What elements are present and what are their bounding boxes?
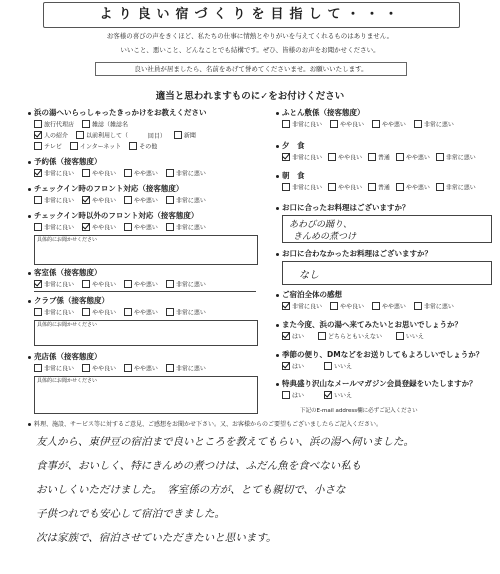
trigger-options-row-3: テレビ インターネット その他 bbox=[34, 143, 163, 152]
checkbox[interactable] bbox=[396, 183, 404, 191]
question-front-other: チェックイン時以外のフロント対応（接客態度） bbox=[28, 211, 198, 221]
question-shop-staff: 売店係（接客態度） bbox=[28, 352, 102, 362]
question-checkin: チェックイン時のフロント対応（接客態度） bbox=[28, 184, 183, 194]
bullet-icon bbox=[28, 300, 31, 303]
checkbox-checked[interactable] bbox=[282, 362, 290, 370]
bullet-icon bbox=[28, 356, 31, 359]
checkbox[interactable] bbox=[124, 169, 132, 177]
checkbox[interactable] bbox=[282, 391, 290, 399]
shop-staff-comment-box[interactable]: 具体的にお聞かせください bbox=[34, 376, 258, 414]
checkbox[interactable] bbox=[34, 364, 42, 372]
checkbox[interactable] bbox=[76, 131, 84, 139]
comment-line-1: 友人から、東伊豆の宿泊まで良いところを教えてもらい、浜の湯へ伺いました。 bbox=[36, 436, 414, 448]
checkbox[interactable] bbox=[318, 332, 326, 340]
bullet-icon bbox=[28, 188, 31, 191]
comment-line-3: おいしくいただけました。 客室係の方が、とても親切で、小さな bbox=[36, 484, 346, 496]
bullet-icon bbox=[276, 253, 279, 256]
question-return: また今度、浜の湯へ来てみたいとお思いでしょうか？ bbox=[276, 320, 462, 330]
bullet-icon bbox=[28, 161, 31, 164]
question-trigger: 浜の湯へいらっしゃったきっかけをお教えください bbox=[28, 108, 207, 118]
checkbox-checked[interactable] bbox=[34, 169, 42, 177]
liked-dish-answer-box[interactable]: あわびの踊り、 きんめの煮つけ bbox=[282, 215, 492, 243]
question-liked-dish: お口に合ったお料理はございますか？ bbox=[276, 203, 410, 213]
checkbox[interactable] bbox=[328, 153, 336, 161]
checkbox[interactable] bbox=[129, 142, 137, 150]
checkbox-checked[interactable] bbox=[34, 280, 42, 288]
checkbox[interactable] bbox=[368, 183, 376, 191]
comments-box[interactable] bbox=[30, 430, 490, 566]
question-dm: 季節の便り、DMなどをお送りしてもよろしいでしょうか？ bbox=[276, 350, 483, 360]
question-breakfast: 朝 食 bbox=[276, 171, 305, 181]
checkbox[interactable] bbox=[70, 142, 78, 150]
intro-line-2: いいこと、悪いこと、どんなことでも結構です。ぜひ、皆様のお声をお聞かせください。 bbox=[120, 46, 380, 54]
comment-line-5: 次は家族で、宿泊させていただきたいと思います。 bbox=[36, 532, 277, 544]
disliked-dish-answer-box[interactable]: なし bbox=[282, 261, 492, 285]
dm-options: はい いいえ bbox=[282, 363, 358, 372]
checkbox[interactable] bbox=[124, 280, 132, 288]
checkbox[interactable] bbox=[124, 196, 132, 204]
checkbox[interactable] bbox=[82, 120, 90, 128]
checkbox[interactable] bbox=[372, 302, 380, 310]
question-comments: 料理、施設、サービス等に対するご意見、ご感想をお聞かせ下さい。又、お客様からのご要望もございましたらご記入ください。 bbox=[28, 420, 382, 429]
checkbox[interactable] bbox=[436, 183, 444, 191]
front-other-comment-box[interactable]: 具体的にお聞かせください bbox=[34, 235, 258, 265]
checkbox[interactable] bbox=[324, 362, 332, 370]
question-reservation: 予約係（接客態度） bbox=[28, 157, 102, 167]
checkbox[interactable] bbox=[166, 169, 174, 177]
checkbox-checked[interactable] bbox=[282, 302, 290, 310]
dinner-options: 非常に良い やや良い 普通 やや悪い 非常に悪い bbox=[282, 154, 480, 163]
checkbox[interactable] bbox=[372, 120, 380, 128]
bullet-icon bbox=[276, 112, 279, 115]
checkbox-checked[interactable] bbox=[282, 332, 290, 340]
bullet-icon bbox=[28, 112, 31, 115]
checkbox[interactable] bbox=[82, 364, 90, 372]
reservation-options: 非常に良い やや良い やや悪い 非常に悪い bbox=[34, 170, 212, 179]
breakfast-options: 非常に良い やや良い 普通 やや悪い 非常に悪い bbox=[282, 184, 480, 193]
checkin-options: 非常に良い やや良い やや悪い 非常に悪い bbox=[34, 197, 212, 206]
checkbox[interactable] bbox=[34, 223, 42, 231]
room-staff-options: 非常に良い やや良い やや悪い 非常に悪い bbox=[34, 281, 212, 290]
room-staff-divider bbox=[34, 291, 256, 292]
checkbox-checked[interactable] bbox=[82, 196, 90, 204]
checkbox-checked[interactable] bbox=[282, 153, 290, 161]
checkbox[interactable] bbox=[166, 364, 174, 372]
checkbox-checked[interactable] bbox=[34, 131, 42, 139]
comment-line-2: 食事が、おいしく、特にきんめの煮つけは、ふだん魚を食べない私も bbox=[36, 460, 362, 472]
checkbox[interactable] bbox=[330, 302, 338, 310]
bullet-icon bbox=[276, 383, 279, 386]
bullet-icon bbox=[28, 215, 31, 218]
checkbox[interactable] bbox=[396, 153, 404, 161]
checkbox[interactable] bbox=[124, 223, 132, 231]
checkbox[interactable] bbox=[124, 364, 132, 372]
checkbox[interactable] bbox=[82, 169, 90, 177]
intro-line-1: お客様の喜びの声をきくほど、私たちの仕事に情熱とやりがいを与えてくれるものはありません。 bbox=[106, 32, 394, 40]
question-mailmag: 特典盛り沢山なメールマガジン会員登録をいたしますか？ bbox=[276, 379, 477, 389]
question-room-staff: 客室係（接客態度） bbox=[28, 268, 102, 278]
futon-options: 非常に良い やや良い やや悪い 非常に悪い bbox=[282, 121, 460, 130]
front-other-options: 非常に良い やや良い やや悪い 非常に悪い bbox=[34, 224, 212, 233]
checkbox[interactable] bbox=[166, 196, 174, 204]
shop-staff-options: 非常に良い やや良い やや悪い 非常に悪い bbox=[34, 365, 212, 374]
checkbox[interactable] bbox=[328, 183, 336, 191]
club-staff-options: 非常に良い やや良い やや悪い 非常に悪い bbox=[34, 309, 212, 318]
checkbox[interactable] bbox=[414, 120, 422, 128]
bullet-icon bbox=[276, 294, 279, 297]
bullet-icon bbox=[276, 324, 279, 327]
checkbox[interactable] bbox=[166, 280, 174, 288]
checkbox[interactable] bbox=[124, 308, 132, 316]
checkbox[interactable] bbox=[34, 142, 42, 150]
checkbox[interactable] bbox=[34, 120, 42, 128]
checkbox[interactable] bbox=[166, 308, 174, 316]
bullet-icon bbox=[276, 207, 279, 210]
checkbox[interactable] bbox=[282, 120, 290, 128]
trigger-options-row-2: 人の紹介 以前利用して（ 回目） 新聞 bbox=[34, 132, 202, 141]
checkbox[interactable] bbox=[82, 280, 90, 288]
bullet-icon bbox=[276, 175, 279, 178]
checkbox-checked[interactable] bbox=[82, 223, 90, 231]
club-staff-comment-box[interactable]: 具体的にお聞かせください bbox=[34, 320, 258, 346]
survey-title: より良い宿づくりを目指して・・・ bbox=[43, 2, 460, 28]
checkbox[interactable] bbox=[396, 332, 404, 340]
checkbox[interactable] bbox=[414, 302, 422, 310]
bullet-icon bbox=[276, 145, 279, 148]
question-disliked-dish: お口に合わなかったお料理はございますか？ bbox=[276, 249, 432, 259]
intro-box: 良い社員が居ましたら、名前をあげて誉めてくださいませ。お願いいたします。 bbox=[95, 62, 407, 76]
bullet-icon bbox=[28, 423, 31, 426]
question-overall: ご宿泊全体の感想 bbox=[276, 290, 342, 300]
checkbox[interactable] bbox=[330, 120, 338, 128]
overall-options: 非常に良い やや良い やや悪い 非常に悪い bbox=[282, 303, 460, 312]
comment-line-4: 子供つれでも安心して宿泊できました。 bbox=[36, 508, 225, 520]
checkbox[interactable] bbox=[436, 153, 444, 161]
trigger-options-row-1: 旅行代理店 雑誌（雑誌名 bbox=[34, 121, 134, 130]
checkbox[interactable] bbox=[282, 183, 290, 191]
instruction-heading: 適当と思われますものに✓をお付けください bbox=[155, 91, 345, 102]
checkbox[interactable] bbox=[166, 223, 174, 231]
question-futon: ふとん敷係（接客態度） bbox=[276, 108, 365, 118]
bullet-icon bbox=[276, 354, 279, 357]
question-club-staff: クラブ係（接客態度） bbox=[28, 296, 109, 306]
question-dinner: 夕 食 bbox=[276, 141, 305, 151]
checkbox[interactable] bbox=[174, 131, 182, 139]
checkbox[interactable] bbox=[34, 196, 42, 204]
checkbox[interactable] bbox=[368, 153, 376, 161]
checkbox[interactable] bbox=[34, 308, 42, 316]
bullet-icon bbox=[28, 272, 31, 275]
return-options: はい どちらともいえない いいえ bbox=[282, 333, 430, 342]
mailmag-options: はい いいえ bbox=[282, 392, 358, 401]
checkbox[interactable] bbox=[82, 308, 90, 316]
mailmag-note: 下記のE-mail address欄に必ずご記入ください bbox=[300, 408, 418, 414]
checkbox-checked[interactable] bbox=[324, 391, 332, 399]
